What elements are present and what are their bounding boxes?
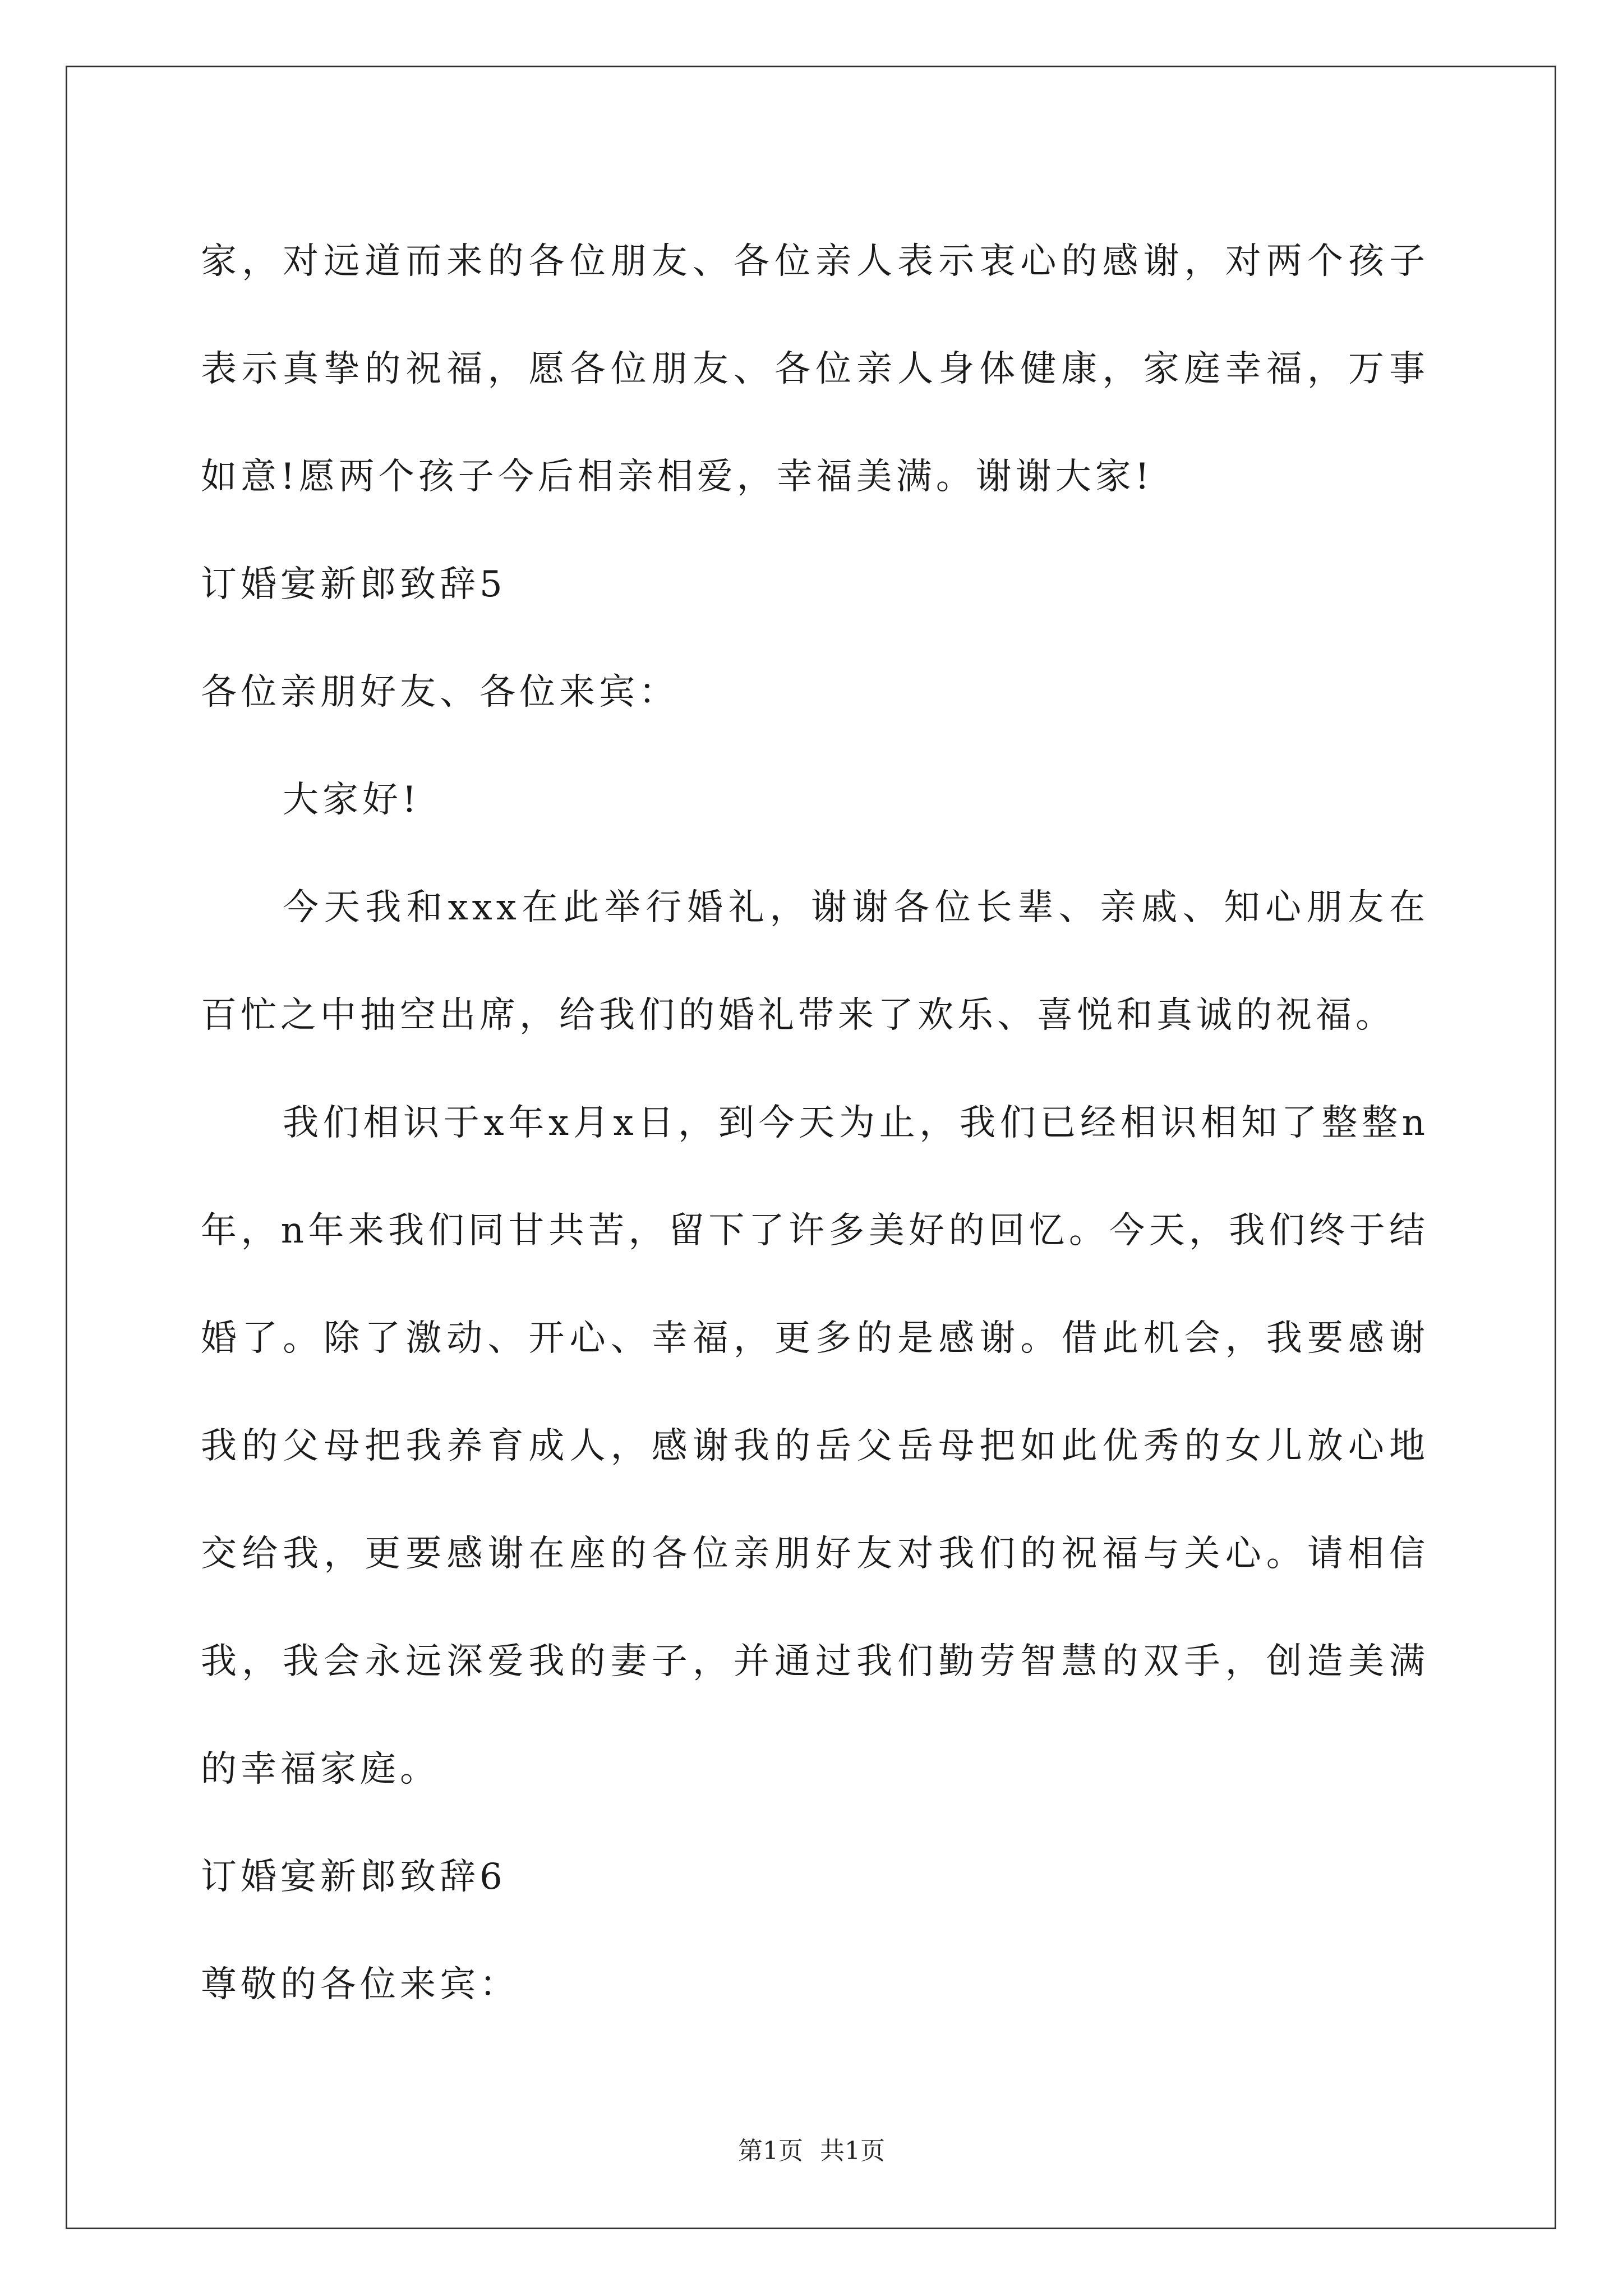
page-total: 共1页 [820, 2137, 885, 2165]
section-heading-5: 订婚宴新郎致辞5 [201, 564, 506, 605]
salutation-2: 尊敬的各位来宾： [201, 1964, 519, 2005]
document-body [201, 208, 1429, 2039]
page-number: 第1页 [738, 2137, 803, 2165]
section-heading-6: 订婚宴新郎致辞6 [201, 1856, 506, 1898]
greeting: 大家好! [283, 779, 421, 821]
paragraph-closing: 家，对远道而来的各位朋友、各位亲人表示衷心的感谢，对两个孩子表示真挚的祝福，愿各位朋友、各位亲人身体健康，家庭幸福，万事如意!愿两个孩子今后相亲相爱，幸福美满。谢谢大家! [201, 241, 1429, 498]
salutation: 各位亲朋好友、各位来宾： [201, 671, 679, 713]
paragraph-story: 我们相识于x年x月x日，到今天为止，我们已经相识相知了整整n年，n年来我们同甘共苦，留下了许多美好的回忆。今天，我们终于结婚了。除了激动、开心、幸福，更多的是感谢。借此机会，我要感谢我的父母把我养育成人，感谢我的岳父岳母把如此优秀的女儿放心地交给我，更要感谢在座的各位亲朋好友对我们的祝福与关心。请相信我，我会永远深爱我的妻子，并通过我们勤劳智慧的双手，创造美满的幸福家庭。 [201, 1102, 1429, 1790]
page-footer [0, 2134, 1623, 2168]
paragraph-thanks: 今天我和xxx在此举行婚礼，谢谢各位长辈、亲戚、知心朋友在百忙之中抽空出席，给我们的婚礼带来了欢乐、喜悦和真诚的祝福。 [201, 887, 1429, 1036]
